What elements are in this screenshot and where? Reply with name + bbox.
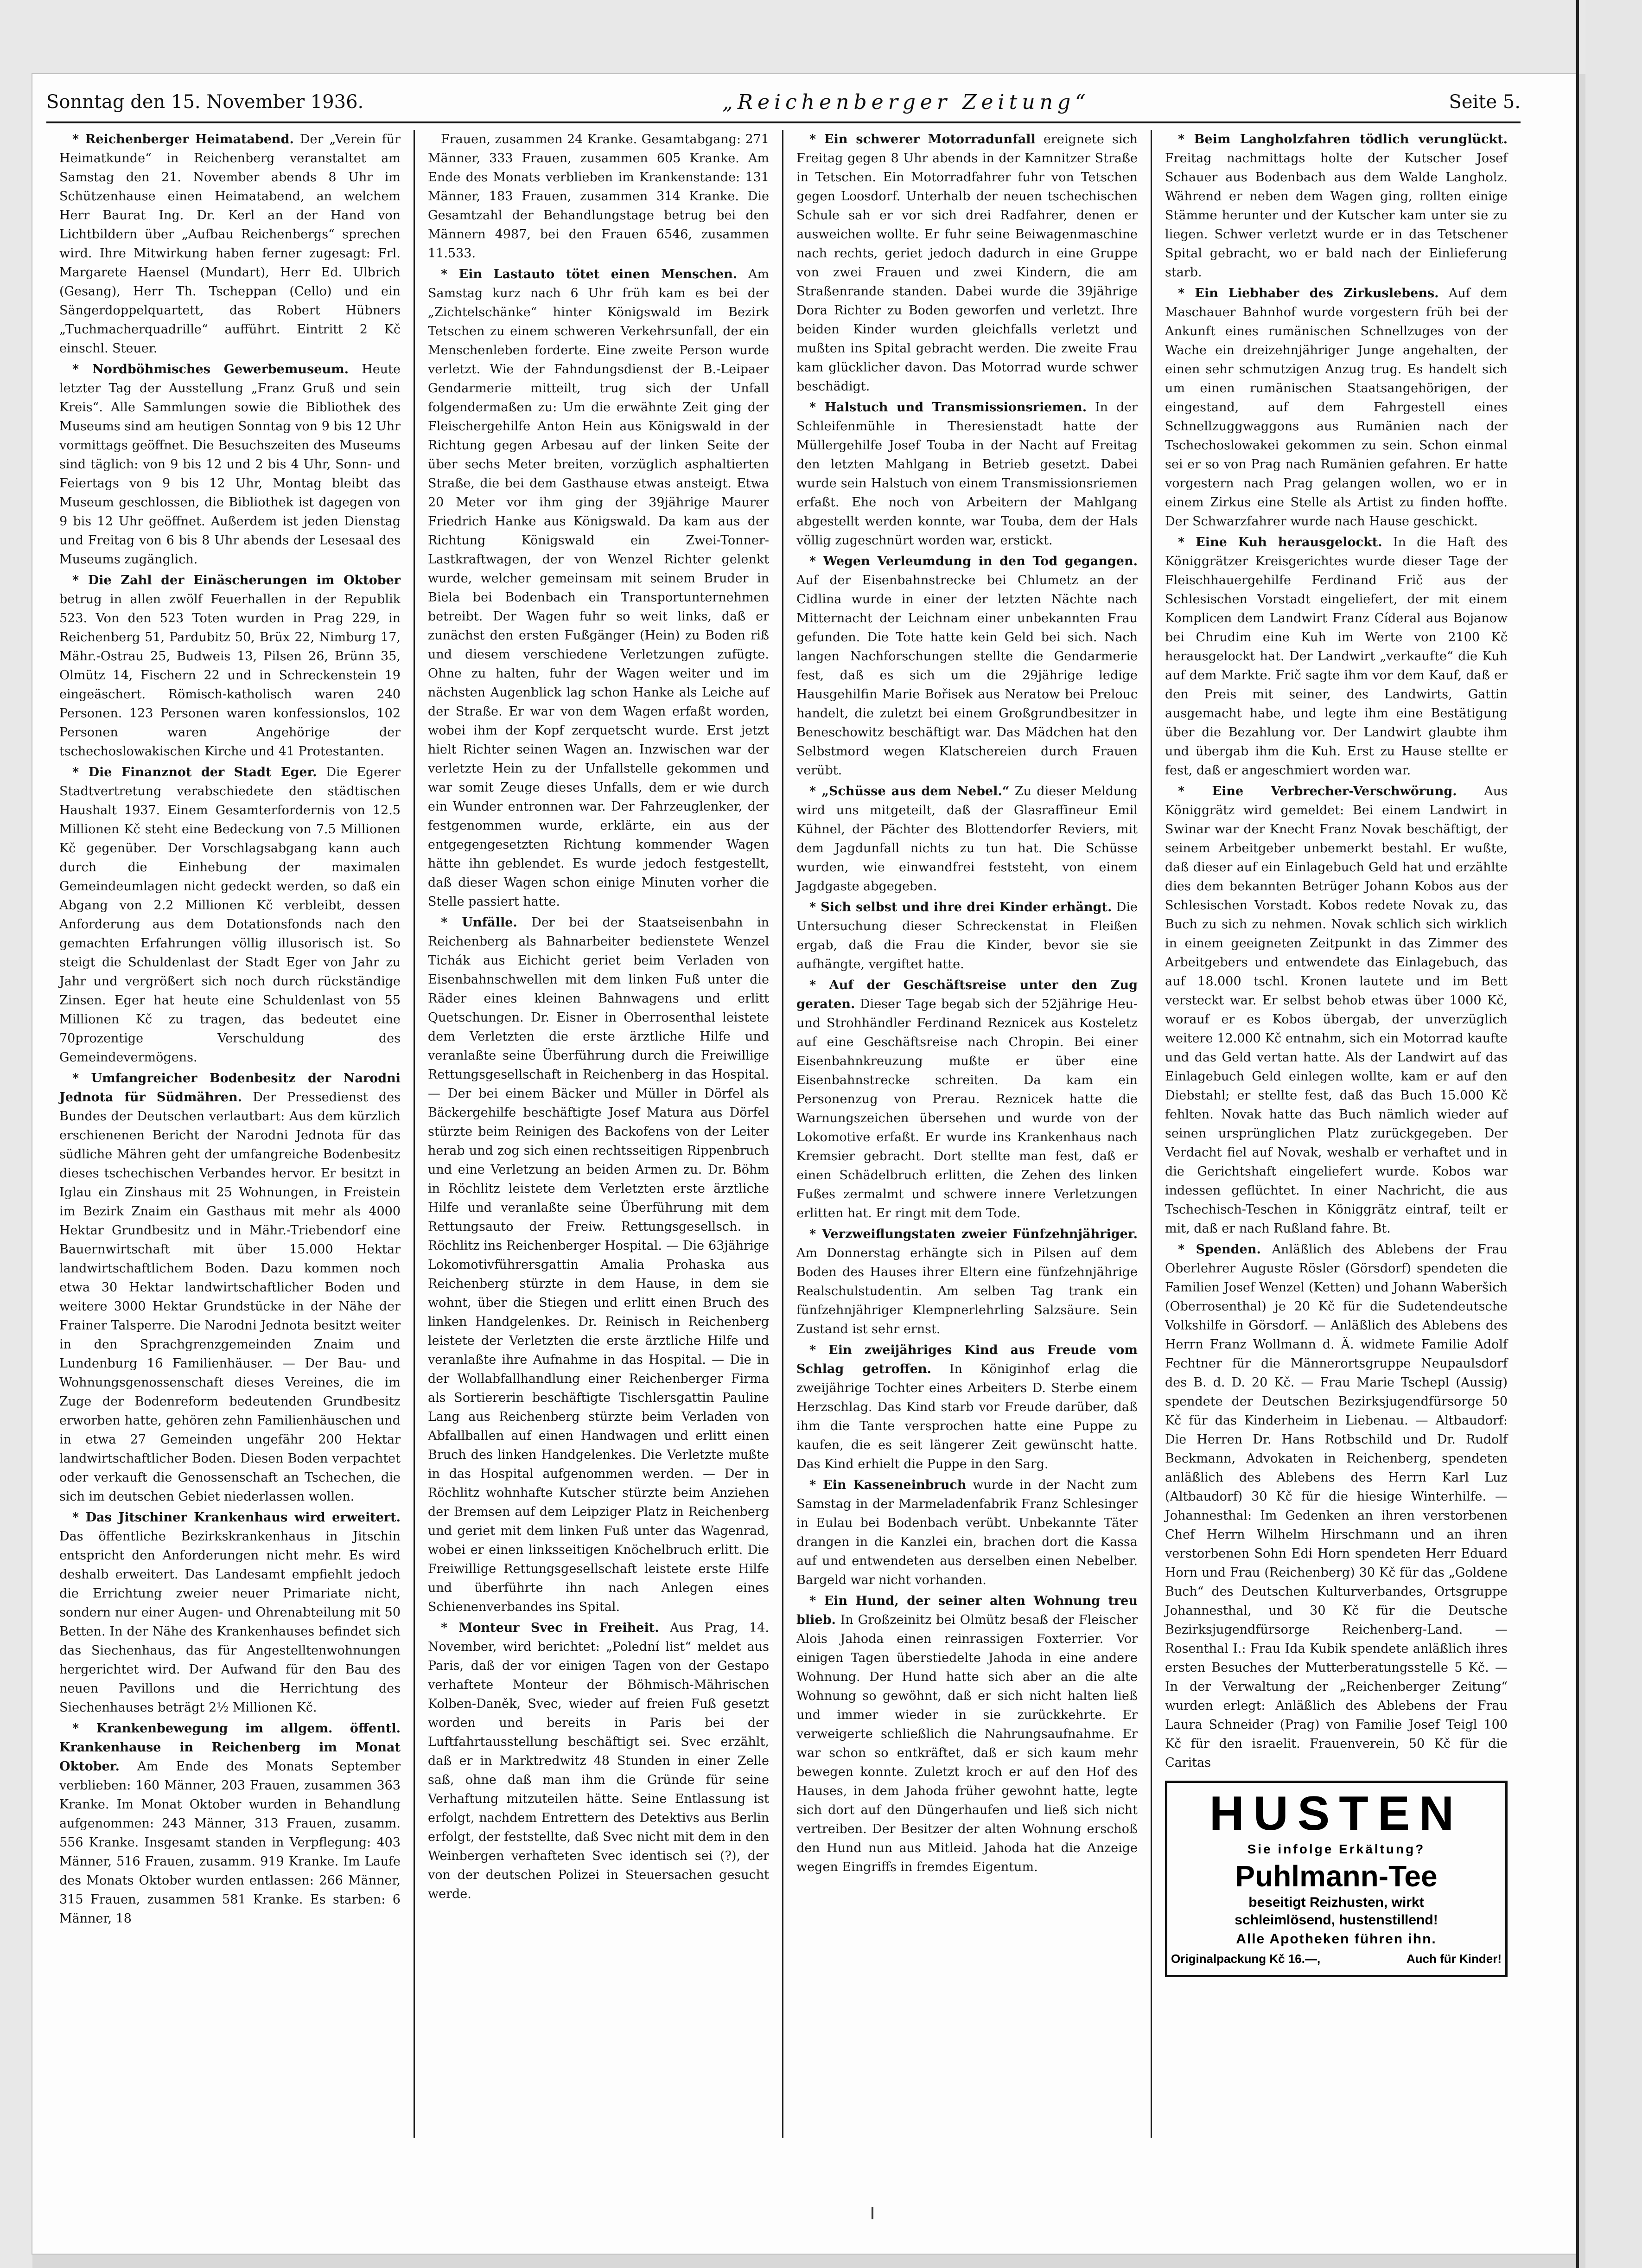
article-headline: * Ein Lastauto tötet einen Menschen.	[441, 267, 738, 281]
article-headline: * Das Jitschiner Krankenhaus wird erweitert.	[72, 1510, 401, 1525]
article-headline: * Nordböhmisches Gewerbemuseum.	[72, 362, 349, 377]
article	[59, 763, 401, 1067]
article	[428, 1618, 769, 1904]
article-headline: * Wegen Verleumdung in den Tod gegangen.	[809, 554, 1138, 569]
article-text: Der „Verein für Heimatkunde“ in Reichenberg veranstaltet am Samstag den 21. November abends 8 Uhr im Schützenhause einen Heimatabend, an welchem Herr Baurat Ing. Dr. Kerl an der Hand von Lichtbildern über „Aufbau Reichenbergs“ sprechen wird. Ihre Mitwirkung haben ferner zugesagt: Frl. Margarete Haensel (Mundart), Herr Ed. Ulbrich (Gesang), Herr Th. Tscheppan (Cello) und ein Sängerdoppelquartett, das Robert Hübners „Tuchmacherquadrille“ aufführt. Eintritt 2 Kč einschl. Steuer.	[59, 132, 401, 356]
article	[59, 130, 401, 358]
column-4-articles	[1165, 130, 1508, 1772]
article	[59, 1719, 401, 1928]
header-paper-name: „Reichenberger Zeitung“	[722, 90, 1090, 114]
article-headline: * Die Finanznot der Stadt Eger.	[72, 765, 317, 779]
article-text: betrug in allen zwölf Feuerhallen in der Republik 523. Von den 523 Toten wurden in Prag 229, in Reichenberg 51, Pardubitz 50, Brüx 22, Nimburg 17, Mähr.-Ostrau 25, Budweis 13, Pilsen 26, Brünn 35, Olmütz 14, Fischern 22 und in Schreckenstein 19 eingeäschert. Römisch-katholisch waren 240 Personen. 123 Personen waren konfessionslos, 102 Personen waren Angehörige der tschechoslowakischen Kirche und 41 Protestanten.	[59, 592, 401, 759]
column-4	[1152, 130, 1521, 2138]
article-headline: * Ein Kasseneinbruch	[809, 1478, 967, 1492]
article-headline: * Die Zahl der Einäscherungen im Oktober	[72, 573, 401, 588]
article-headline: * Ein schwerer Motorradunfall	[809, 132, 1036, 147]
article	[1165, 782, 1508, 1238]
scan-margin-left	[0, 0, 32, 2268]
article	[796, 898, 1138, 974]
article	[796, 1591, 1138, 1877]
article	[796, 976, 1138, 1223]
article-headline: * Umfangreicher Bodenbesitz der Narodni Jednota für Südmähren.	[59, 1071, 401, 1105]
column-2	[415, 130, 783, 2138]
footer-mark	[872, 2207, 873, 2219]
article-text: Heute letzter Tag der Ausstellung „Franz Gruß und sein Kreis“. Alle Sammlungen sowie die Bibliothek des Museums sind am heutigen Sonntag von 9 bis 12 Uhr vormittags geöffnet. Die Besuchszeiten des Museums sind täglich: von 9 bis 12 und 2 bis 4 Uhr, Sonn- und Feiertags von 9 bis 12 Uhr, Montag bleibt das Museum geschlossen, die Bibliothek ist dagegen von 9 bis 12 Uhr geöffnet. Außerdem ist jeden Dienstag und Freitag von 6 bis 8 Uhr abends der Lesesaal des Museums zugänglich.	[59, 362, 401, 567]
article-text: Das öffentliche Bezirkskrankenhaus in Jitschin entspricht den Anforderungen nicht mehr. Es wird deshalb erweitert. Das Landesamt empfiehlt jedoch die Errichtung zweier neuer Primariate nicht, sondern nur einer Augen- und Ohrenabteilung mit 50 Betten. In der Nähe des Krankenhauses befindet sich das Siechenhaus, das für Angestelltenwohnungen hergerichtet wird. Der Aufwand für den Bau des neuen Pavillons und die Herrichtung des Siechenhauses beträgt 2½ Millionen Kč.	[59, 1529, 401, 1715]
article-text: ereignete sich Freitag gegen 8 Uhr abends in der Kamnitzer Straße in Tetschen. Ein Motorradfahrer fuhr von Tetschen gegen Loosdorf. Unterhalb der neuen tschechischen Schule sah er vor sich drei Radfahrer, denen er ausweichen wollte. Er fuhr seine Beiwagenmaschine nach rechts, geriet jedoch dadurch in eine Gruppe von zwei Frauen und zwei Kindern, die am Straßenrande standen. Dabei wurde die 39jährige Dora Richter zu Boden geworfen und verletzt. Ihre beiden Kinder wurden gleichfalls verletzt und mußten ins Spital gebracht werden. Die zweite Frau kam glücklicher davon. Das Motorrad wurde schwer beschädigt.	[796, 132, 1138, 394]
ad-kids-note: Auch für Kinder!	[1406, 1952, 1502, 1966]
article-headline: * Beim Langholzfahren tödlich verunglückt.	[1178, 132, 1508, 147]
article-text: Die Untersuchung dieser Schreckenstat in Fleißen ergab, daß die Frau die Kinder, bevor sie sie aufhängte, vergiftet hatte.	[796, 900, 1138, 971]
article	[59, 1508, 401, 1717]
ad-title: HUSTEN	[1209, 1787, 1464, 1840]
article	[428, 265, 769, 911]
article-headline: * Spenden.	[1178, 1242, 1261, 1257]
article-text: Frauen, zusammen 24 Kranke. Gesamtabgang: 271 Männer, 333 Frauen, zusammen 605 Kranke. Am Ende des Monats verblieben im Krankenstande: 131 Männer, 183 Frauen, zusammen 314 Kranke. Die Gesamtzahl der Behandlungstage betrug bei den Männern 4987, bei den Frauen 6546, zusammen 11.533.	[428, 132, 769, 261]
article-text: Zu dieser Meldung wird uns mitgeteilt, daß der Glasraffineur Emil Kühnel, der Pächter des Blottendorfer Reviers, mit dem Jagdunfall nichts zu tun hat. Die Schüsse wurden, wie einwandfrei feststeht, von einem Jagdgaste abgegeben.	[796, 784, 1138, 894]
article-text: In Großzeinitz bei Olmütz besaß der Fleischer Alois Jahoda einen reinrassigen Foxterrier. Vor einigen Tagen überstiedelte Jahoda in eine andere Wohnung. Der Hund hatte sich aber an die alte Wohnung so gewöhnt, daß er sich nicht halten ließ und immer wieder in sie zurückkehrte. Er verweigerte schließlich die Nahrungsaufnahme. Er war schon so entkräftet, daß er sich kaum mehr bewegen konnte. Zuletzt kroch er auf den Hof des Hauses, in dem Jahoda früher gewohnt hatte, legte sich dort auf den Düngerhaufen und ließ sich nicht vertreiben. Der Besitzer der alten Wohnung erschoß den Hund nun aus Mitleid. Jahoda hat die Anzeige wegen Eingriffs in fremdes Eigentum.	[796, 1613, 1138, 1874]
article	[796, 1225, 1138, 1339]
article-text: In Königinhof erlag die zweijährige Tochter eines Arbeiters D. Sterbe einem Herzschlag. Das Kind starb vor Freude darüber, daß ihm die Tante versprochen hatte eine Puppe zu kaufen, die es seit längerer Zeit gewünscht hatte. Das Kind erhielt die Puppe in den Sarg.	[796, 1362, 1138, 1471]
column-1	[46, 130, 415, 2138]
article-headline: * Reichenberger Heimatabend.	[72, 132, 294, 147]
article	[1165, 533, 1508, 780]
ad-footer	[1171, 1949, 1502, 1968]
article-text: Freitag nachmittags holte der Kutscher Josef Schauer aus Bodenbach aus dem Walde Langholz. Während er neben dem Wagen ging, rollten einige Stämme herunter und der Kutscher kam unter sie zu liegen. Schwer verletzt wurde er in das Tetschener Spital gebracht, wo er bald nach der Einlieferung starb.	[1165, 151, 1508, 280]
ad-pharmacies: Alle Apotheken führen ihn.	[1236, 1931, 1437, 1947]
article-headline: * Unfälle.	[441, 915, 517, 930]
article	[796, 398, 1138, 550]
article-text: Am Donnerstag erhängte sich in Pilsen auf dem Boden des Hauses ihrer Eltern eine fünfzehnjährige Realschulstudentin. Am selben Tag trank ein fünfzehnjähriger Klempnerlehrling Salzsäure. Sein Zustand ist sehr ernst.	[796, 1246, 1138, 1336]
article-text: wurde in der Nacht zum Samstag in der Marmeladenfabrik Franz Schlesinger in Eulau bei Bodenbach verübt. Unbekannte Täter drangen in die Kanzlei ein, brachen dort die Kassa auf und entwendeten aus derselben einen Nebelber. Bargeld war nicht vorhanden.	[796, 1478, 1138, 1587]
article	[796, 552, 1138, 780]
page-header	[46, 83, 1521, 121]
article-text: Anläßlich des Ablebens der Frau Oberlehrer Auguste Rösler (Görsdorf) spendeten die Familien Josef Wenzel (Ketten) und Johann Waberšich (Oberrosenthal) je 20 Kč für die Sudetendeutsche Volkshilfe in Görsdorf. — Anläßlich des Ablebens des Herrn Franz Wollmann d. Ä. widmete Familie Adolf Fechtner für die Männerortsgruppe Neupaulsdorf des B. d. D. 20 Kč. — Frau Marie Tschepl (Aussig) spendete der Deutschen Bezirksjugendfürsorge 50 Kč für das Kinderheim in Liebenau. — Altbaudorf: Die Herren Dr. Hans Rotbschild und Dr. Rudolf Beckmann, Advokaten in Reichenberg, spendeten anläßlich des Ablebens des Herrn Karl Luz (Altbaudorf) 30 Kč für die hiesige Winterhilfe. — Johannesthal: Im Gedenken an ihren verstorbenen Chef Herrn Wilhelm Hirschmann und an ihren verstorbenen Sohn Edi Horn spendeten Herr Eduard Horn und Frau (Reichenberg) 30 Kč für das „Goldene Buch“ des Deutschen Kulturverbandes, Ortsgruppe Johannesthal, und 30 Kč für die Deutsche Bezirksjugendfürsorge Reichenberg-Land. — Rosenthal I.: Frau Ida Kubik spendete anläßlich ihres ersten Besuches der Mutterberatungsstelle 5 Kč. — In der Verwaltung der „Reichenberger Zeitung“ wurden erlegt: Anläßlich des Ablebens der Frau Laura Schneider (Prag) von Familie Josef Teigl 100 Kč für den israelit. Frauenverein, 50 Kč für die Caritas	[1165, 1242, 1508, 1770]
ad-product-name: Puhlmann-Tee	[1235, 1859, 1438, 1893]
article	[59, 360, 401, 569]
article-text: Auf dem Maschauer Bahnhof wurde vorgestern früh bei der Ankunft eines rumänischen Schnellzuges von der Wache ein dreizehnjähriger Junge angehalten, der einen sehr schmutzigen Anzug trug. Es handelt sich um einen rumänischen Staatsangehörigen, der eingestand, auf dem Fahrgestell eines Schnellzuggwaggons aus Rumänien nach der Tschechoslowakei gekommen zu sein. Schon einmal sei er so von Prag nach Rumänien gefahren. Er hatte vorgestern nach Prag gelangen wollen, wo er in einem Zirkus eine Stelle als Artist zu finden hoffte. Der Schwarzfahrer wurde nach Hause geschickt.	[1165, 286, 1508, 529]
article-text: Der Pressedienst des Bundes der Deutschen verlautbart: Aus dem kürzlich erschienenen Bericht der Narodni Jednota für das südliche Mähren geht der umfangreiche Bodenbesitz dieses tschechischen Verbandes hervor. Er besitzt in Iglau ein Zinshaus mit 25 Wohnungen, in Freistein im Bezirk Znaim ein Gasthaus mit mehr als 4000 Hektar Grundbesitz und in Mähr.-Triebendorf eine Bauernwirtschaft mit über 15.000 Hektar landwirtschaftlichem Boden. Dazu kommen noch etwa 30 Hektar landwirtschaftlicher Boden und weitere 3000 Hektar Grundstücke in der Nähe der Frainer Talsperre. Die Narodni Jednota besitzt weiter in den Sprachgrenzgemeinden Znaim und Lundenburg 16 Familienhäuser. — Der Bau- und Wohnungsgenossenschaft dieses Vereines, die im Zuge der Bodenreform bedeutenden Grundbesitz erworben hatte, gehören zehn Familienhäuschen und in etwa 27 Gemeinden ungefähr 200 Hektar landwirtschaftlicher Boden. Diesen Boden verpachtet oder verkauft die Genossenschaft an Tschechen, die sich im deutschen Gebiet niederlassen wollen.	[59, 1090, 401, 1504]
header-page-number: Seite 5.	[1449, 91, 1521, 113]
article	[59, 1069, 401, 1506]
article-columns	[46, 130, 1521, 2138]
article-headline: * Ein Liebhaber des Zirkuslebens.	[1178, 286, 1439, 300]
scan-margin-top	[0, 0, 1642, 74]
article-text: Auf der Eisenbahnstrecke bei Chlumetz an der Cidlina wurde in einer der letzten Nächte nach Mitternacht der Leichnam einer unbekannten Frau gefunden. Die Tote hatte kein Geld bei sich. Nach langen Nachforschungen stellte die Gendarmerie fest, daß es sich um die 29jährige ledige Hausgehilfin Marie Bořisek aus Neratow bei Prelouc handelt, die zuletzt bei einem Großgrundbesitzer in Beneschowitz beschäftigt war. Das Mädchen hat den Selbstmord wegen Klatschereien durch Frauen verübt.	[796, 573, 1138, 778]
header-date: Sonntag den 15. November 1936.	[46, 91, 364, 113]
article	[1165, 1240, 1508, 1772]
scan-margin-right	[1585, 0, 1642, 2268]
article-text: Am Samstag kurz nach 6 Uhr früh kam es bei der „Zichtelschänke“ hinter Königswald im Bezirk Tetschen zu einem schweren Verkehrsunfall, der ein Menschenleben forderte. Eine zweite Person wurde verletzt. Wie der Fahndungsdienst der B.-Leipaer Gendarmerie mitteilt, trug sich der Unfall folgendermaßen zu: Um die erwähnte Zeit ging der Fleischergehilfe Anton Hein aus Königswald in der Richtung gegen Arbesau auf der linken Seite der über sechs Meter breiten, vorzüglich asphaltierten Straße, die bei dem Gasthause etwas ansteigt. Etwa 20 Meter vor ihm ging der 39jährige Maurer Friedrich Hanke aus Königswald. Da kam aus der Richtung Königswald ein Zwei-Tonner-Lastkraftwagen, der von Wenzel Richter gelenkt wurde, welcher gemeinsam mit seinem Bruder in Biela bei Bodenbach ein Transportunternehmen betreibt. Der Wagen fuhr so weit links, daß er zunächst den ersten Fußgänger (Hein) zu Boden riß und diesem verschiedene Verletzungen zufügte. Ohne zu halten, fuhr der Wagen weiter und im nächsten Augenblick lag schon Hanke als Leiche auf der Straße. Er war von dem Wagen erfaßt worden, wobei ihm der Kopf zerquetscht wurde. Erst jetzt hielt Richter seinen Wagen an. Inzwischen war der verletzte Hein zu der Unfallstelle gekommen und war somit Zeuge dieses Unfalls, dem er wie durch ein Wunder entronnen war. Der Fahrzeuglenker, der festgenommen wurde, erklärte, ein aus der entgegengesetzten Richtung kommender Wagen hätte ihn geblendet. Es wurde jedoch festgestellt, daß dieser Wagen schon einige Minuten vorher die Stelle passiert hatte.	[428, 267, 769, 909]
article-headline: * Sich selbst und ihre drei Kinder erhängt.	[809, 900, 1112, 914]
article-headline: * Ein Hund, der seiner alten Wohnung treu blieb.	[796, 1594, 1138, 1627]
article	[796, 1476, 1138, 1590]
article-text: Aus Königgrätz wird gemeldet: Bei einem Landwirt in Swinar war der Knecht Franz Novak beschäftigt, der seinem Arbeitgeber unbemerkt bestahl. Er wußte, daß dieser auf ein Einlagebuch Geld hat und erzählte dies dem bekannten Betrüger Johann Kobos aus der Schlesischen Vorstadt. Kobos redete Novak zu, das Buch zu sich zu nehmen. Novak schlich sich wirklich in einem geeigneten Zeitpunkt in das Zimmer des Arbeitgebers und entwendete das Einlagebuch, das auf 18.000 tschl. Kronen lautete und im Bett versteckt war. Er selbst behob etwas über 1000 Kč, worauf er es Kobos übergab, der unverzüglich weitere 12.000 Kč entnahm, sich ein Motorrad kaufte und das Geld vertan hatte. Als der Landwirt auf das Einlagebuch Geld einlegen wollte, kam er auf den Diebstahl; er stellte fest, daß das Buch 15.000 Kč fehlten. Novak hatte das Buch nämlich wieder auf seinen ursprünglichen Platz zurückgegeben. Der Verdacht fiel auf Novak, weshalb er verhaftet und in die Gerichtshaft eingeliefert wurde. Kobos war indessen geflüchtet. In einer Nachricht, die aus Tschechisch-Teschen in Königgrätz eintraf, teilt er mit, daß er nach Rußland fahre. Bt.	[1165, 784, 1508, 1236]
article-headline: * Krankenbewegung im allgem. öffentl. Krankenhause in Reichenberg im Monat Oktober.	[59, 1721, 401, 1774]
article	[59, 571, 401, 761]
article	[428, 913, 769, 1616]
article	[796, 1341, 1138, 1474]
article-headline: * Monteur Svec in Freiheit.	[441, 1621, 659, 1635]
page-edge-line	[1576, 0, 1579, 2268]
article-headline: * Ein zweijähriges Kind aus Freude vom Schlag getroffen.	[796, 1343, 1138, 1376]
article-text: In der Schleifenmühle in Theresienstadt hatte der Müllergehilfe Josef Touba in der Nacht auf Freitag den letzten Mahlgang in Betrieb gesetzt. Dabei wurde sein Halstuch von einem Transmissionsriemen erfaßt. Ehe noch von Arbeitern der Mahlgang abgestellt werden konnte, war Touba, dem der Hals völlig zugeschnürt worden war, erstickt.	[796, 400, 1138, 548]
column-3	[783, 130, 1152, 2138]
advertisement-puhlmann-tee	[1165, 1781, 1508, 1977]
article-text: Der bei der Staatseisenbahn in Reichenberg als Bahnarbeiter bedienstete Wenzel Tichák aus Eichicht geriet beim Verladen von Eisenbahnschwellen mit dem linken Fuß unter die Räder eines kleinen Bahnwagens und erlitt Quetschungen. Dr. Eisner in Oberrosenthal leistete dem Verletzten die erste ärztliche Hilfe und veranlaßte seine Überführung durch die Freiwillige Rettungsgesellschaft in Reichenberg in das Hospital. — Der bei einem Bäcker und Müller in Dörfel als Bäckergehilfe beschäftigte Josef Matura aus Dörfel stürzte beim Reinigen des Backofens von der Leiter herab und zog sich einen rechtsseitigen Rippenbruch und eine Verletzung an beiden Armen zu. Dr. Böhm in Röchlitz leistete dem Verletzten erste ärztliche Hilfe und veranlaßte seine Überführung mit dem Rettungsauto der Freiw. Rettungsgesellsch. in Röchlitz ins Reichenberger Hospital. — Die 63jährige Lokomotivführersgattin Amalia Prohaska aus Reichenberg stürzte in dem Hause, in dem sie wohnt, über die Stiegen und erlitt einen Bruch des linken Handgelenkes. Dr. Reinisch in Reichenberg leistete der Verletzten die erste ärztliche Hilfe und veranlaßte ihre Aufnahme in das Hospital. — Die in der Wollabfallhandlung einer Reichenberger Firma als Sortiererin beschäftigte Tischlersgattin Pauline Lang aus Reichenberg stürzte beim Verladen von Abfallballen auf einen Handwagen und erlitt einen Bruch des linken Handgelenkes. Die Verletzte mußte in das Hospital aufgenommen werden. — Der in Röchlitz wohnhafte Kutscher stürzte beim Anziehen der Bremsen auf dem Leipziger Platz in Reichenberg und geriet mit dem linken Fuß unter das Wagenrad, wobei er einen linksseitigen Knöchelbruch erlitt. Die Freiwillige Rettungsgesellschaft leistete erste Hilfe und überführte ihn nach Anlegen eines Schienenverbandes ins Spital.	[428, 915, 769, 1614]
article-headline: * Eine Verbrecher-Verschwörung.	[1178, 784, 1457, 799]
article-text: Aus Prag, 14. November, wird berichtet: „Polední list“ meldet aus Paris, daß der vor einigen Tagen von der Gestapo verhaftete Monteur der Böhmisch-Mährischen Kolben-Daněk, Svec, wieder auf freien Fuß gesetzt worden und bereits in Paris bei der Luftfahrtausstellung beschäftigt sei. Svec erzählt, daß er in Marktredwitz 48 Stunden in einer Zelle saß, ohne daß man ihm die Gründe für seine Verhaftung mitzuteilen hätte. Seine Entlassung ist erfolgt, nachdem Entrettern des Detektivs aus Berlin erfolgt, der feststellte, daß Svec nicht mit dem in den Weinbergen verhafteten Svec identisch sei (?), der von der deutschen Polizei in Steuersachen gesucht werde.	[428, 1621, 769, 1901]
article	[796, 130, 1138, 396]
article-headline: * Verzweiflungstaten zweier Fünfzehnjähriger.	[809, 1227, 1138, 1241]
article	[796, 782, 1138, 896]
ad-package-price: Originalpackung Kč 16.—,	[1171, 1952, 1321, 1966]
article-text: Die Egerer Stadtvertretung verabschiedete den städtischen Haushalt 1937. Einem Gesamterfordernis von 12.5 Millionen Kč steht eine Bedeckung von 7.5 Millionen Kč gegenüber. Der Vorschlagsabgang kann auch durch die Einhebung der maximalen Gemeindeumlagen nicht gedeckt werden, so daß ein Abgang von 2.2 Millionen Kč verbleibt, dessen Anforderung aus dem Dotationsfonds nach den gemachten Erfahrungen völlig illusorisch ist. So steigt die Schuldenlast der Stadt Eger von Jahr zu Jahr und vergrößert sich noch durch rückständige Zinsen. Eger hat heute eine Schuldenlast von 55 Millionen Kč zu tragen, das bedeutet eine 70prozentige Verschuldung des Gemeindevermögens.	[59, 765, 401, 1065]
article-text: Dieser Tage begab sich der 52jährige Heu- und Strohhändler Ferdinand Reznicek aus Kosteletz auf eine Geschäftsreise nach Chropin. Bei einer Eisenbahnkreuzung mußte er über eine Eisenbahnstrecke schreiten. Da kam ein Personenzug von Prerau. Reznicek hatte die Warnungszeichen übersehen und wurde von der Lokomotive erfaßt. Er wurde ins Krankenhaus nach Kremsier gebracht. Dort stellte man fest, daß er einen Schädelbruch erlitten, die Zehen des linken Fußes zermalmt und schwere innere Verletzungen erlitten hat. Er ringt mit dem Tode.	[796, 997, 1138, 1220]
article-headline: * „Schüsse aus dem Nebel.“	[809, 784, 1010, 799]
article-headline: * Eine Kuh herausgelockt.	[1178, 535, 1382, 549]
article-text: In die Haft des Königgrätzer Kreisgerichtes wurde dieser Tage der Fleischhauergehilfe Ferdinand Frič aus der Schlesischen Vorstadt eingeliefert, der mit einem Komplicen dem Landwirt Franz Cíderal aus Bojanow bei Chrudim eine Kuh im Werte von 2100 Kč herausgelockt hat. Der Landwirt „verkaufte“ die Kuh auf dem Markte. Frič sagte ihm vor dem Kauf, daß er den Preis mit seiner, des Landwirts, Gattin ausgemacht habe, und legte ihm eine Bestätigung über die Bezahlung vor. Der Landwirt glaubte ihm und übergab ihm die Kuh. Erst zu Hause stellte er fest, daß er angeschmiert worden war.	[1165, 535, 1508, 778]
ad-claim-2: schleimlösend, hustenstillend!	[1235, 1912, 1438, 1928]
article	[428, 130, 769, 263]
article	[1165, 130, 1508, 282]
article	[1165, 284, 1508, 531]
article-headline: * Halstuch und Transmissionsriemen.	[809, 400, 1087, 415]
article-headline: * Auf der Geschäftsreise unter den Zug geraten.	[796, 978, 1138, 1011]
ad-claim-1: beseitigt Reizhusten, wirkt	[1248, 1895, 1424, 1910]
header-rule	[46, 121, 1521, 123]
article-text: Am Ende des Monats September verblieben: 160 Männer, 203 Frauen, zusammen 363 Kranke. Im Monat Oktober wurden in Behandlung aufgenommen: 243 Männer, 313 Frauen, zusamm. 556 Kranke. Insgesamt standen in Verpflegung: 403 Männer, 516 Frauen, zusamm. 919 Kranke. Im Laufe des Monats Oktober wurden entlassen: 266 Männer, 315 Frauen, zusammen 581 Kranke. Es starben: 6 Männer, 18	[59, 1759, 401, 1926]
ad-subtitle: Sie infolge Erkältung?	[1247, 1842, 1426, 1856]
